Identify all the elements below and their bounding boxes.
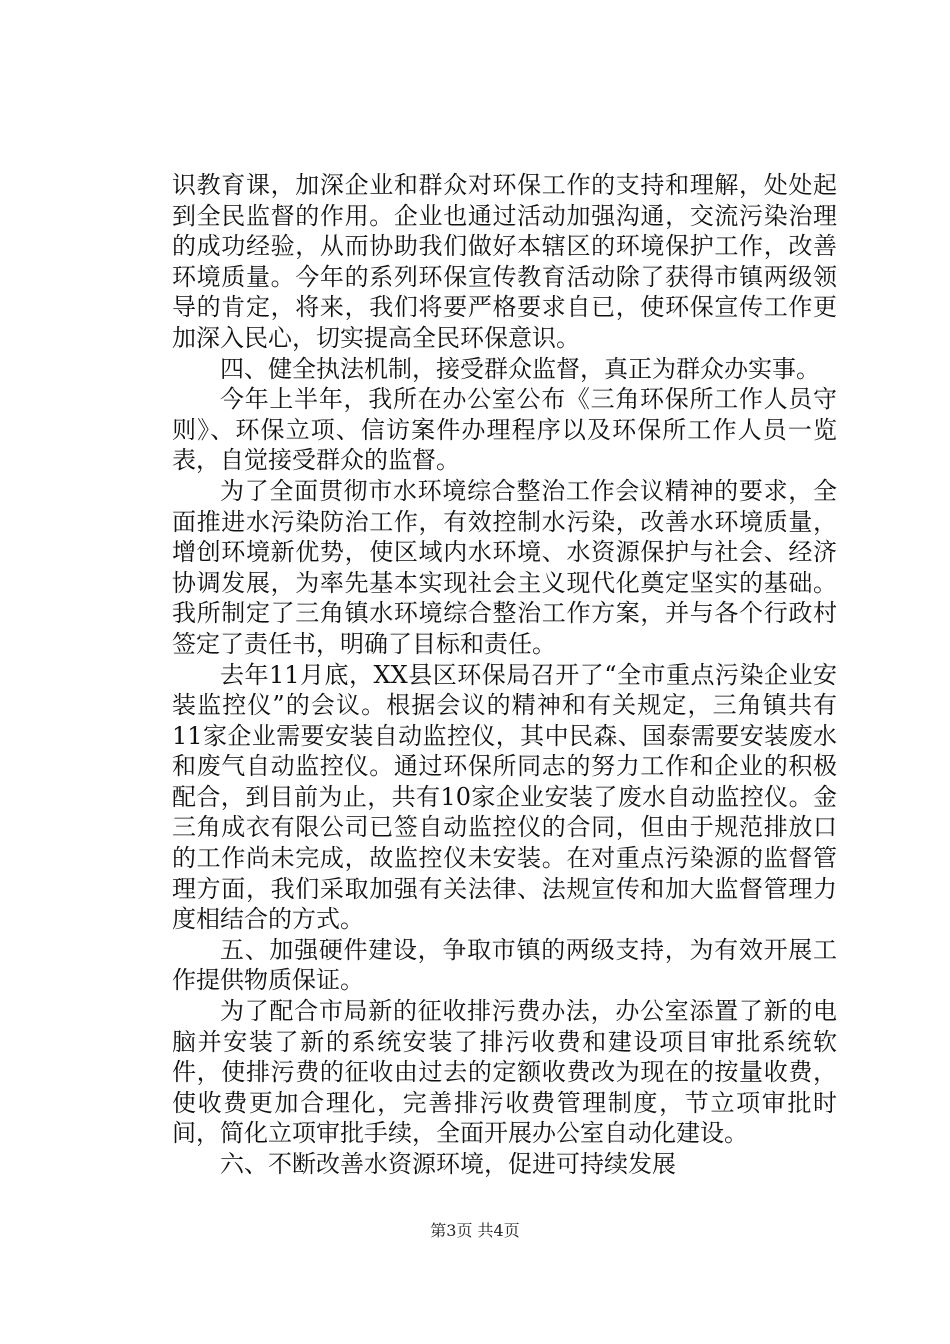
section-heading-5: 五、加强硬件建设，争取市镇的两级支持，为有效开展工作提供物质保证。 bbox=[172, 935, 837, 995]
page-footer: 第3页 共4页 bbox=[430, 1221, 520, 1240]
paragraph: 为了配合市局新的征收排污费办法，办公室添置了新的电脑并安装了新的系统安装了排污收费和建设项目审批系统软件，使排污费的征收由过去的定额收费改为现在的按量收费，使收费更加合理化，完善排污收费管理制度，节立项审批时间，简化立项审批手续，全面开展办公室自动化建设。 bbox=[172, 997, 837, 1148]
section-heading-4: 四、健全执法机制，接受群众监督，真正为群众办实事。 bbox=[220, 354, 820, 383]
paragraph: 为了全面贯彻市水环境综合整治工作会议精神的要求，全面推进水污染防治工作，有效控制水污染，改善水环境质量，增创环境新优势，使区域内水环境、水资源保护与社会、经济协调发展，为率先基本实现社会主义现代化奠定坚实的基础。我所制定了三角镇水环境综合整治工作方案，并与各个行政村签定了责任书，明确了目标和责任。 bbox=[172, 476, 837, 658]
document-body bbox=[172, 170, 837, 1180]
section-heading-6: 六、不断改善水资源环境，促进可持续发展 bbox=[220, 1150, 676, 1178]
paragraph: 今年上半年，我所在办公室公布《三角环保所工作人员守则》、环保立项、信访案件办理程序以及环保所工作人员一览表，自觉接受群众的监督。 bbox=[172, 385, 837, 475]
paragraph: 去年11月底，XX县区环保局召开了“全市重点污染企业安装监控仪”的会议。根据会议的精神和有关规定，三角镇共有11家企业需要安装自动监控仪，其中民森、国泰需要安装废水和废气自动监控仪。通过环保所同志的努力工作和企业的积极配合，到目前为止，共有10家企业安装了废水自动监控仪。金三角成衣有限公司已签自动监控仪的合同，但由于规范排放口的工作尚未完成，故监控仪未安装。在对重点污染源的监督管理方面，我们采取加强有关法律、法规宣传和加大监督管理力度相结合的方式。 bbox=[172, 660, 837, 934]
paragraph-continuation: 识教育课，加深企业和群众对环保工作的支持和理解，处处起到全民监督的作用。企业也通过活动加强沟通，交流污染治理的成功经验，从而协助我们做好本辖区的环境保护工作，改善环境质量。今年的系列环保宣传教育活动除了获得市镇两级领导的肯定，将来，我们将要严格要求自已，使环保宣传工作更加深入民心，切实提高全民环保意识。 bbox=[172, 171, 837, 352]
